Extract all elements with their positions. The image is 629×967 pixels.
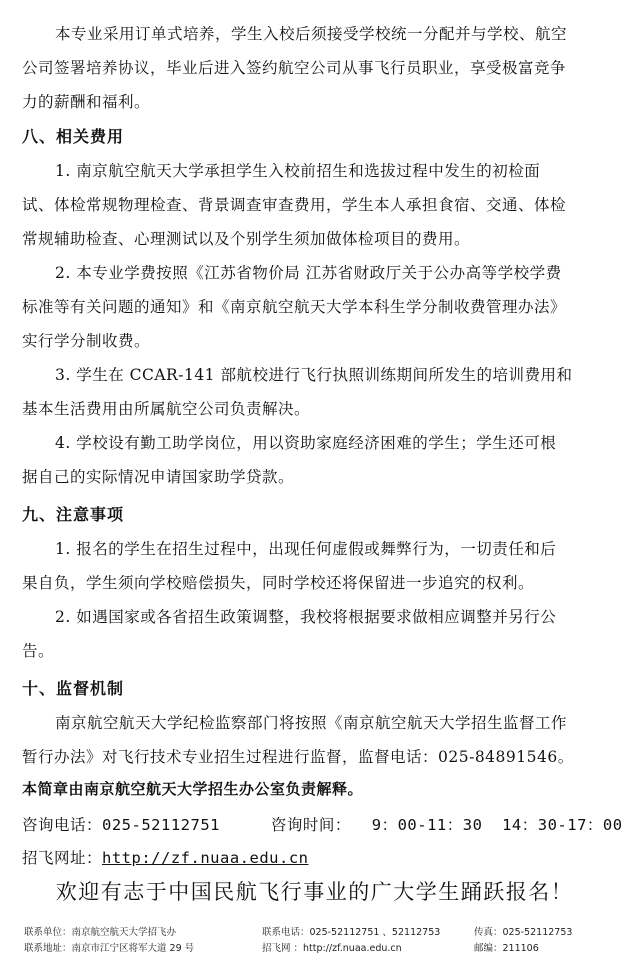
- section-8-heading: 八、相关费用: [22, 127, 125, 146]
- section-10-heading: 十、监督机制: [22, 679, 125, 698]
- paragraph-line: 2. 本专业学费按照《江苏省物价局 江苏省财政厅关于公办高等学校学费: [55, 264, 562, 282]
- paragraph-line: 告。: [22, 642, 55, 660]
- welcome-slogan: 欢迎有志于中国民航飞行事业的广大学生踊跃报名！: [55, 880, 574, 904]
- footer-web[interactable]: 招飞网 ：http://zf.nuaa.edu.cn: [262, 943, 402, 954]
- site-label: 招飞网址：: [22, 849, 103, 867]
- paragraph-line: 标准等有关问题的通知》和《南京航空航天大学本科生学分制收费管理办法》: [22, 298, 567, 316]
- section-9-item-2: [22, 600, 606, 668]
- intro-line: 公司签署培养协议，毕业后进入签约航空公司从事飞行员职业，享受极富竞争: [22, 59, 567, 77]
- paragraph-line: 据自己的实际情况申请国家助学贷款。: [22, 468, 295, 486]
- footer-tel: 联系电话：025-52112751 、52112753: [262, 927, 441, 938]
- footer: [24, 925, 614, 957]
- paragraph-line: 2. 如遇国家或各省招生政策调整，我校将根据要求做相应调整并另行公: [55, 608, 557, 626]
- section-8-item-1: [22, 154, 606, 256]
- phone-number: 025-52112751: [102, 816, 220, 834]
- paragraph-line: 常规辅助检查、心理测试以及个别学生须加做体检项目的费用。: [22, 230, 471, 248]
- paragraph-line: 南京航空航天大学纪检监察部门将按照《南京航空航天大学招生监督工作: [55, 714, 568, 732]
- section-8-item-2: [22, 256, 606, 358]
- section-8-item-4: [22, 426, 606, 494]
- paragraph-line: 1. 南京航空航天大学承担学生入校前招生和选拔过程中发生的初检面: [55, 162, 541, 180]
- footer-fax: 传真：025-52112753: [474, 927, 573, 938]
- intro-line: 本专业采用订单式培养，学生入校后须接受学校统一分配并与学校、航空: [55, 25, 568, 43]
- paragraph-line: 试、体检常规物理检查、背景调查审查费用，学生本人承担食宿、交通、体检: [22, 196, 567, 214]
- consult-time: 9：00-11：30 14：30-17：00: [371, 816, 623, 834]
- section-10-body: [22, 706, 606, 774]
- paragraph-line: 4. 学校设有勤工助学岗位，用以资助家庭经济困难的学生；学生还可根: [55, 434, 557, 452]
- section-8-item-3: [22, 358, 606, 426]
- footer-postcode: 邮编：211106: [474, 943, 539, 954]
- section-9-item-1: [22, 532, 606, 600]
- explanation-note: 本简章由南京航空航天大学招生办公室负责解释。: [22, 780, 364, 798]
- paragraph-line: 实行学分制收费。: [22, 332, 151, 350]
- footer-unit: 联系单位：南京航空航天大学招飞办: [24, 927, 177, 938]
- intro-paragraph: [22, 17, 606, 119]
- intro-line: 力的薪酬和福利。: [22, 93, 151, 111]
- footer-address: 联系地址：南京市江宁区将军大道 29 号: [24, 943, 195, 954]
- website-row: [22, 846, 308, 868]
- time-label: 咨询时间：: [270, 816, 351, 834]
- paragraph-line: 基本生活费用由所属航空公司负责解决。: [22, 400, 311, 418]
- contact-row: [22, 813, 623, 835]
- paragraph-line: 果自负，学生须向学校赔偿损失，同时学校还将保留进一步追究的权利。: [22, 574, 535, 592]
- paragraph-line: 3. 学生在 CCAR-141 部航校进行飞行执照训练期间所发生的培训费用和: [55, 366, 573, 384]
- paragraph-line: 1. 报名的学生在招生过程中，出现任何虚假或舞弊行为，一切责任和后: [55, 540, 557, 558]
- section-9-heading: 九、注意事项: [22, 505, 125, 524]
- website-link[interactable]: http://zf.nuaa.edu.cn: [102, 849, 309, 867]
- phone-label: 咨询电话：: [22, 816, 103, 834]
- paragraph-line: 暂行办法》对飞行技术专业招生过程进行监督，监督电话：025-84891546。: [22, 748, 574, 766]
